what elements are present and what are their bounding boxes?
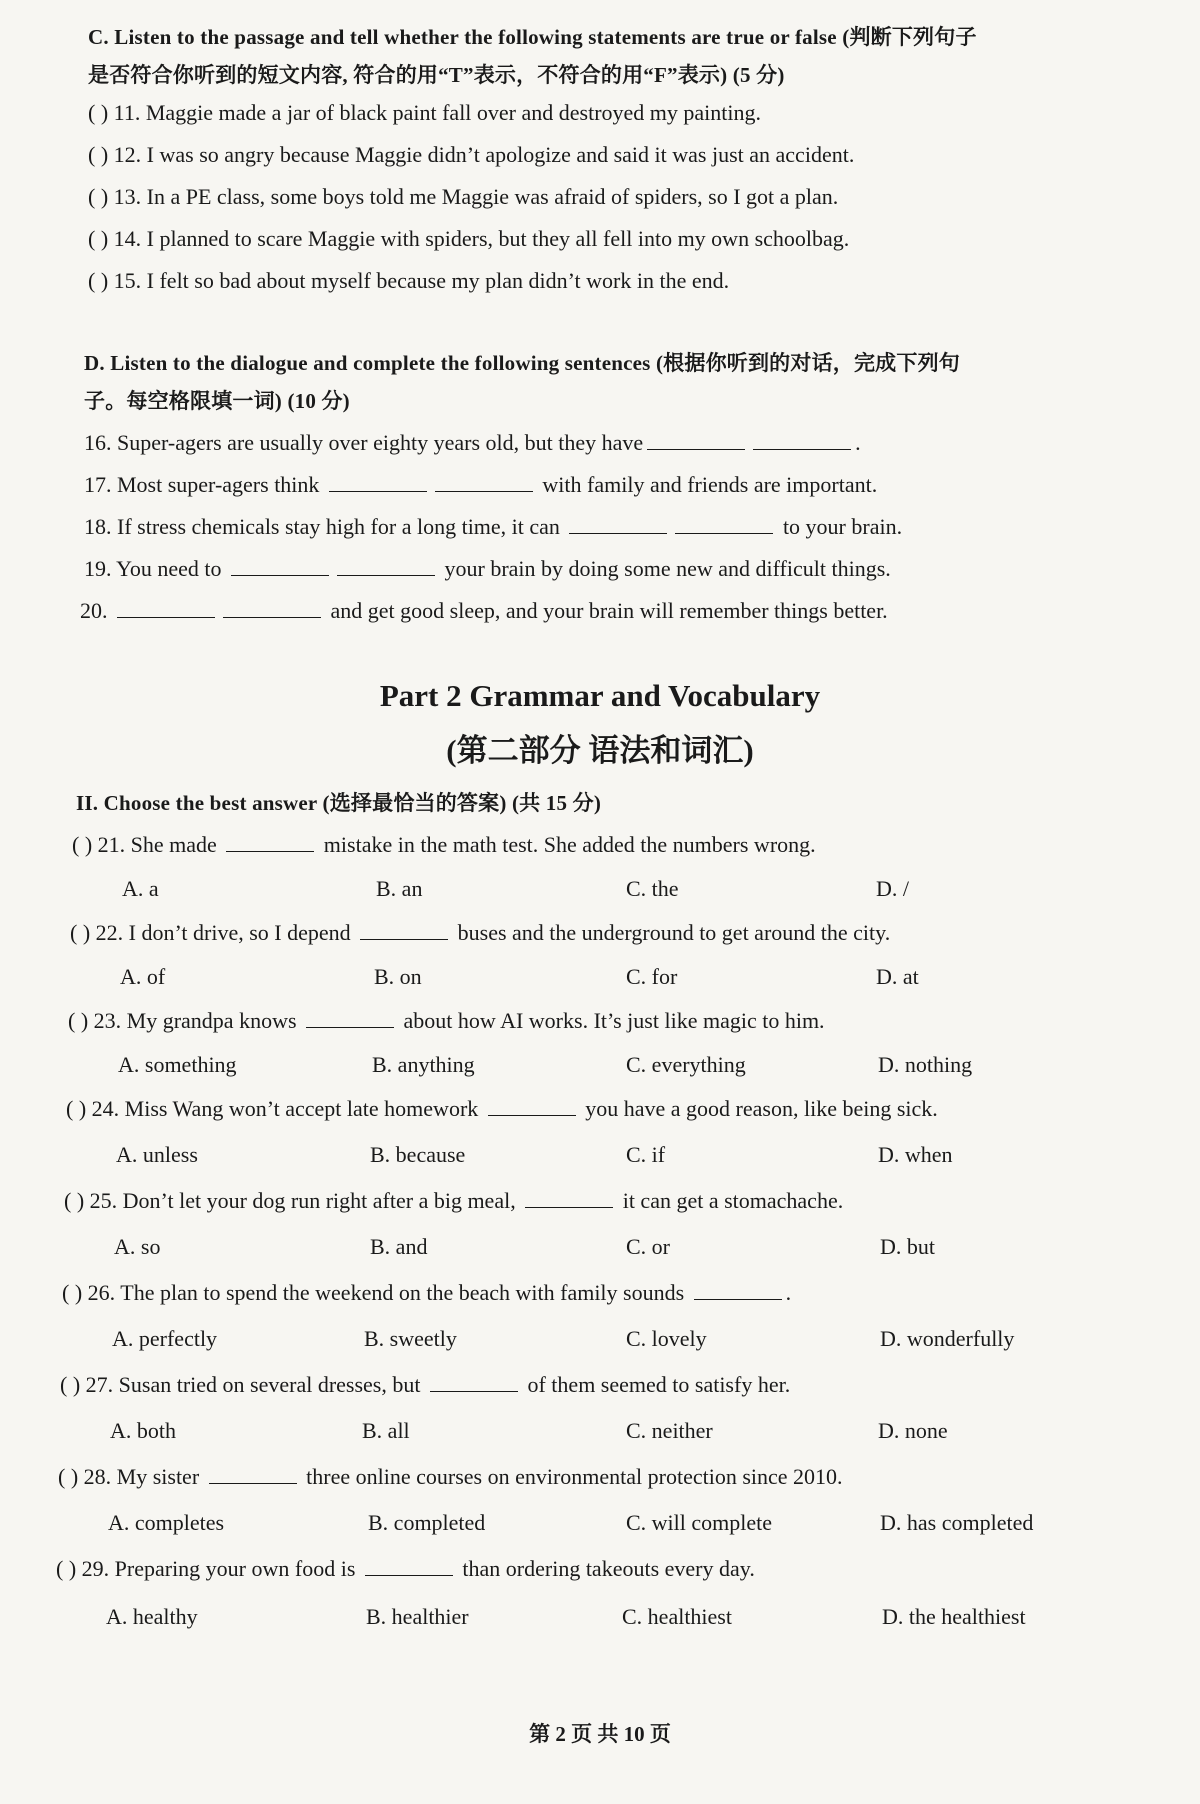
q27-option-c[interactable]: C. neither — [626, 1418, 713, 1443]
q24-stem: ( ) 24. Miss Wang won’t accept late homework — [66, 1096, 479, 1121]
q25-option-c[interactable]: C. or — [626, 1234, 670, 1259]
q16-end: . — [855, 430, 861, 455]
q26-option-d[interactable]: D. wonderfully — [880, 1326, 1015, 1351]
q20-blank-2[interactable] — [223, 599, 321, 618]
q26-option-a[interactable]: A. perfectly — [112, 1326, 218, 1351]
q22-option-c[interactable]: C. for — [626, 964, 678, 989]
q26-stem-end: . — [785, 1280, 792, 1305]
q25-option-d[interactable]: D. but — [880, 1234, 935, 1259]
q18-text: 18. If stress chemicals stay high for a long time, it can — [84, 514, 560, 539]
q23-blank[interactable] — [306, 1009, 394, 1028]
q17-blank-2[interactable] — [435, 473, 533, 492]
fill-question-19 — [84, 554, 891, 584]
section-d-instruction: D. Listen to the dialogue and complete the following sentences (根据你听到的对话，完成下列句 — [84, 351, 960, 375]
q17-end: with family and friends are important. — [542, 472, 878, 497]
statement-13: ( ) 13. In a PE class, some boys told me Maggie was afraid of spiders, so I got a plan. — [88, 184, 839, 209]
q21-blank[interactable] — [226, 833, 314, 852]
q17-blank-1[interactable] — [329, 473, 427, 492]
q27-option-d[interactable]: D. none — [878, 1418, 948, 1443]
q18-blank-1[interactable] — [569, 515, 667, 534]
q25-stem-end: it can get a stomachache. — [622, 1188, 844, 1213]
q24-option-c[interactable]: C. if — [626, 1142, 666, 1167]
q29-option-d[interactable]: D. the healthiest — [882, 1604, 1026, 1629]
section-c-instruction-cont: 是否符合你听到的短文内容, 符合的用“T”表示，不符合的用“F”表示) (5 分) — [88, 63, 785, 87]
q20-number: 20. — [80, 598, 108, 623]
q20-blank-1[interactable] — [117, 599, 215, 618]
q19-blank-2[interactable] — [337, 557, 435, 576]
q28-option-c[interactable]: C. will complete — [626, 1510, 773, 1535]
q28-stem: ( ) 28. My sister — [58, 1464, 200, 1489]
fill-question-20 — [80, 596, 888, 626]
q19-text: 19. You need to — [84, 556, 222, 581]
q22-stem-end: buses and the underground to get around the city. — [457, 920, 891, 945]
fill-question-17 — [84, 470, 877, 500]
q22-option-a[interactable]: A. of — [120, 964, 166, 989]
statement-15: ( ) 15. I felt so bad about myself because my plan didn’t work in the end. — [88, 268, 730, 293]
q28-stem-end: three online courses on environmental protection since 2010. — [306, 1464, 843, 1489]
q28-option-b[interactable]: B. completed — [368, 1510, 486, 1535]
q18-blank-2[interactable] — [675, 515, 773, 534]
q22-option-d[interactable]: D. at — [876, 964, 919, 989]
q28-blank[interactable] — [209, 1465, 297, 1484]
part-2-subtitle: (第二部分 语法和词汇) — [446, 733, 754, 768]
q21-stem: ( ) 21. She made — [72, 832, 217, 857]
question-26 — [62, 1278, 791, 1308]
q20-end: and get good sleep, and your brain will remember things better. — [330, 598, 888, 623]
section-d-instruction-cont: 子。每空格限填一词) (10 分) — [84, 389, 350, 413]
q23-stem: ( ) 23. My grandpa knows — [68, 1008, 297, 1033]
q23-option-d[interactable]: D. nothing — [878, 1052, 973, 1077]
part-2-title: Part 2 Grammar and Vocabulary — [379, 678, 821, 713]
question-27 — [60, 1370, 790, 1400]
q25-blank[interactable] — [525, 1189, 613, 1208]
q29-blank[interactable] — [365, 1557, 453, 1576]
q25-option-b[interactable]: B. and — [370, 1234, 428, 1259]
q23-option-c[interactable]: C. everything — [626, 1052, 746, 1077]
q25-stem: ( ) 25. Don’t let your dog run right after a big meal, — [64, 1188, 516, 1213]
section-ii-instruction: II. Choose the best answer (选择最恰当的答案) (共 15 分) — [76, 791, 602, 815]
q25-option-a[interactable]: A. so — [114, 1234, 161, 1259]
q29-option-a[interactable]: A. healthy — [106, 1604, 198, 1629]
question-21 — [72, 830, 816, 860]
q22-stem: ( ) 22. I don’t drive, so I depend — [70, 920, 351, 945]
statement-14: ( ) 14. I planned to scare Maggie with spiders, but they all fell into my own schoolbag. — [88, 226, 850, 251]
question-28 — [58, 1462, 843, 1492]
q27-stem-end: of them seemed to satisfy her. — [527, 1372, 791, 1397]
q21-stem-end: mistake in the math test. She added the numbers wrong. — [323, 832, 816, 857]
question-25 — [64, 1186, 843, 1216]
page-number: 第 2 页 共 10 页 — [529, 1722, 671, 1746]
question-29 — [56, 1554, 755, 1584]
q26-stem: ( ) 26. The plan to spend the weekend on the beach with family sounds — [62, 1280, 685, 1305]
q16-text: 16. Super-agers are usually over eighty years old, but they have — [84, 430, 644, 455]
q26-option-c[interactable]: C. lovely — [626, 1326, 707, 1351]
q29-stem-end: than ordering takeouts every day. — [462, 1556, 755, 1581]
fill-question-18 — [84, 512, 902, 542]
section-c-instruction: C. Listen to the passage and tell whether the following statements are true or false (判断下列句子 — [88, 25, 977, 49]
q21-option-c[interactable]: C. the — [626, 876, 679, 901]
q29-option-c[interactable]: C. healthiest — [622, 1604, 732, 1629]
q21-option-a[interactable]: A. a — [122, 876, 159, 901]
q21-option-b[interactable]: B. an — [376, 876, 423, 901]
q19-blank-1[interactable] — [231, 557, 329, 576]
q17-text: 17. Most super-agers think — [84, 472, 320, 497]
q29-stem: ( ) 29. Preparing your own food is — [56, 1556, 356, 1581]
q16-blank-1[interactable] — [647, 431, 745, 450]
q28-option-a[interactable]: A. completes — [108, 1510, 225, 1535]
q16-blank-2[interactable] — [753, 431, 851, 450]
q28-option-d[interactable]: D. has completed — [880, 1510, 1034, 1535]
q24-stem-end: you have a good reason, like being sick. — [585, 1096, 938, 1121]
question-24 — [66, 1094, 938, 1124]
q21-option-d[interactable]: D. / — [876, 876, 909, 901]
q24-option-a[interactable]: A. unless — [116, 1142, 198, 1167]
q27-stem: ( ) 27. Susan tried on several dresses, but — [60, 1372, 421, 1397]
q22-option-b[interactable]: B. on — [374, 964, 422, 989]
q18-end: to your brain. — [782, 514, 903, 539]
q23-stem-end: about how AI works. It’s just like magic to him. — [403, 1008, 825, 1033]
q19-end: your brain by doing some new and difficult things. — [444, 556, 891, 581]
q27-blank[interactable] — [430, 1373, 518, 1392]
q27-option-a[interactable]: A. both — [110, 1418, 176, 1443]
q26-option-b[interactable]: B. sweetly — [364, 1326, 457, 1351]
q29-option-b[interactable]: B. healthier — [366, 1604, 469, 1629]
q22-blank[interactable] — [360, 921, 448, 940]
statement-11: ( ) 11. Maggie made a jar of black paint fall over and destroyed my painting. — [88, 100, 762, 125]
q24-blank[interactable] — [488, 1097, 576, 1116]
q27-option-b[interactable]: B. all — [362, 1418, 410, 1443]
q24-option-b[interactable]: B. because — [370, 1142, 466, 1167]
statement-12: ( ) 12. I was so angry because Maggie didn’t apologize and said it was just an accident. — [88, 142, 855, 167]
question-23 — [68, 1006, 825, 1036]
q23-option-a[interactable]: A. something — [118, 1052, 237, 1077]
fill-question-16 — [84, 428, 861, 458]
q26-blank[interactable] — [694, 1281, 782, 1300]
q24-option-d[interactable]: D. when — [878, 1142, 953, 1167]
question-22 — [70, 918, 890, 948]
q23-option-b[interactable]: B. anything — [372, 1052, 475, 1077]
